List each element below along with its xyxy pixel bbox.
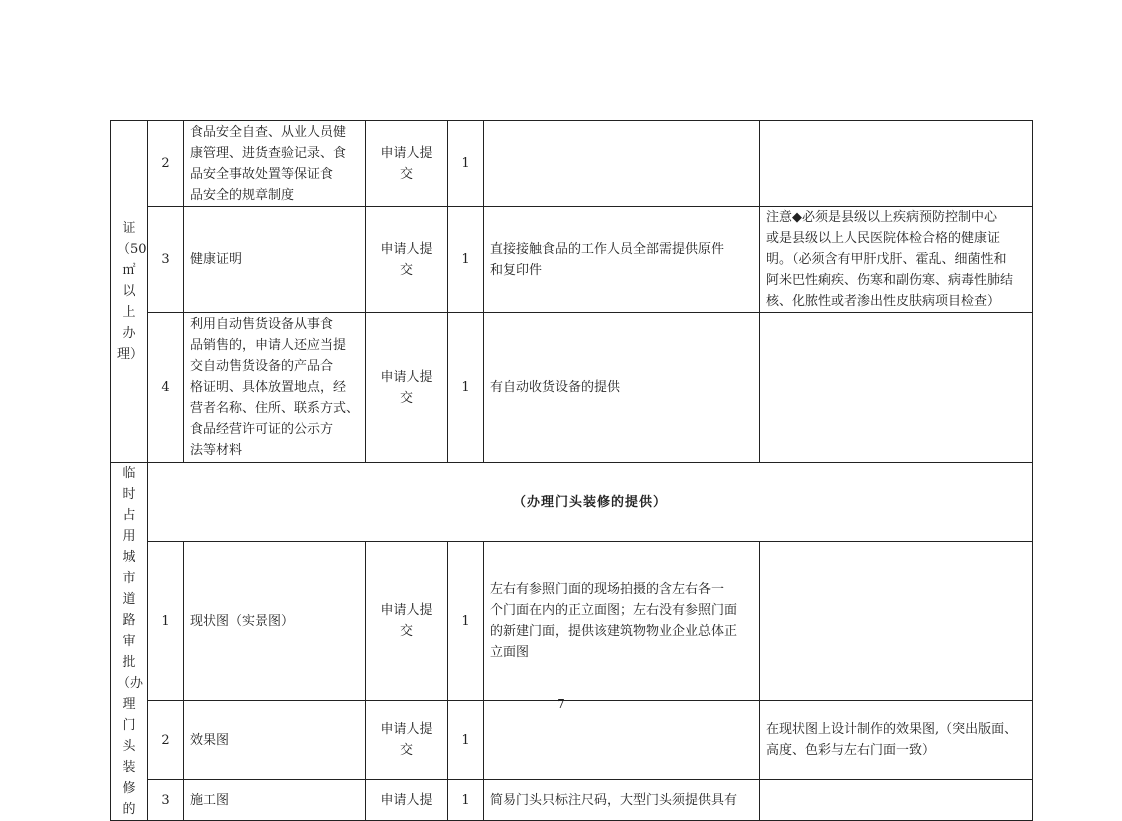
requirement <box>484 701 760 780</box>
note <box>760 780 1033 821</box>
submitter: 申请人提 交 <box>366 121 448 207</box>
submitter: 申请人提 交 <box>366 207 448 313</box>
material-name: 利用自动售货设备从事食 品销售的，申请人还应当提 交自动售货设备的产品合 格证明、具体放置地点，经 营者名称、住所、联系方式、 食品经营许可证的公示方 法等材料 <box>184 313 366 463</box>
requirement: 直接接触食品的工作人员全部需提供原件 和复印件 <box>484 207 760 313</box>
submitter: 申请人提 <box>366 780 448 821</box>
submitter: 申请人提 交 <box>366 701 448 780</box>
table-row <box>111 313 1033 463</box>
row-number: 2 <box>148 701 184 780</box>
row-number: 4 <box>148 313 184 463</box>
note <box>760 313 1033 463</box>
quantity: 1 <box>448 701 484 780</box>
note: 注意◆必须是县级以上疾病预防控制中心 或是县级以上人民医院体检合格的健康证 明。（必须含有甲肝戊肝、霍乱、细菌性和 阿米巴性痢疾、伤寒和副伤寒、病毒性肺结 核、化脓性或者渗出性皮肤病项目检查） <box>760 207 1033 313</box>
table-row <box>111 207 1033 313</box>
page-number: 7 <box>557 697 565 711</box>
row-number: 2 <box>148 121 184 207</box>
requirement: 有自动收货设备的提供 <box>484 313 760 463</box>
note <box>760 542 1033 701</box>
row-number: 3 <box>148 207 184 313</box>
table-row <box>111 542 1033 701</box>
materials-table <box>110 120 1033 821</box>
quantity: 1 <box>448 207 484 313</box>
material-name: 施工图 <box>184 780 366 821</box>
requirement <box>484 121 760 207</box>
material-name: 食品安全自查、从业人员健 康管理、进货查验记录、食 品安全事故处置等保证食 品安全的规章制度 <box>184 121 366 207</box>
category-cell: 临时 占用 城市 道路 审批 （办 理门 头装 修的 <box>111 463 148 821</box>
material-name: 健康证明 <box>184 207 366 313</box>
quantity: 1 <box>448 313 484 463</box>
quantity: 1 <box>448 121 484 207</box>
table-row <box>111 701 1033 780</box>
table-row <box>111 780 1033 821</box>
note <box>760 121 1033 207</box>
quantity: 1 <box>448 542 484 701</box>
requirement: 简易门头只标注尺码，大型门头须提供具有 <box>484 780 760 821</box>
quantity: 1 <box>448 780 484 821</box>
section-header-row <box>111 463 1033 542</box>
section-header: （办理门头装修的提供） <box>148 463 1033 542</box>
table-row <box>111 121 1033 207</box>
row-number: 1 <box>148 542 184 701</box>
material-name: 现状图（实景图） <box>184 542 366 701</box>
submitter: 申请人提 交 <box>366 313 448 463</box>
note: 在现状图上设计制作的效果图,（突出版面、 高度、色彩与左右门面一致） <box>760 701 1033 780</box>
requirement: 左右有参照门面的现场拍摄的含左右各一 个门面在内的正立面图；左右没有参照门面 的新建门面，提供该建筑物物业企业总体正 立面图 <box>484 542 760 701</box>
submitter: 申请人提 交 <box>366 542 448 701</box>
material-name: 效果图 <box>184 701 366 780</box>
category-cell: 证 （50 ㎡以 上办 理） <box>111 121 148 463</box>
row-number: 3 <box>148 780 184 821</box>
